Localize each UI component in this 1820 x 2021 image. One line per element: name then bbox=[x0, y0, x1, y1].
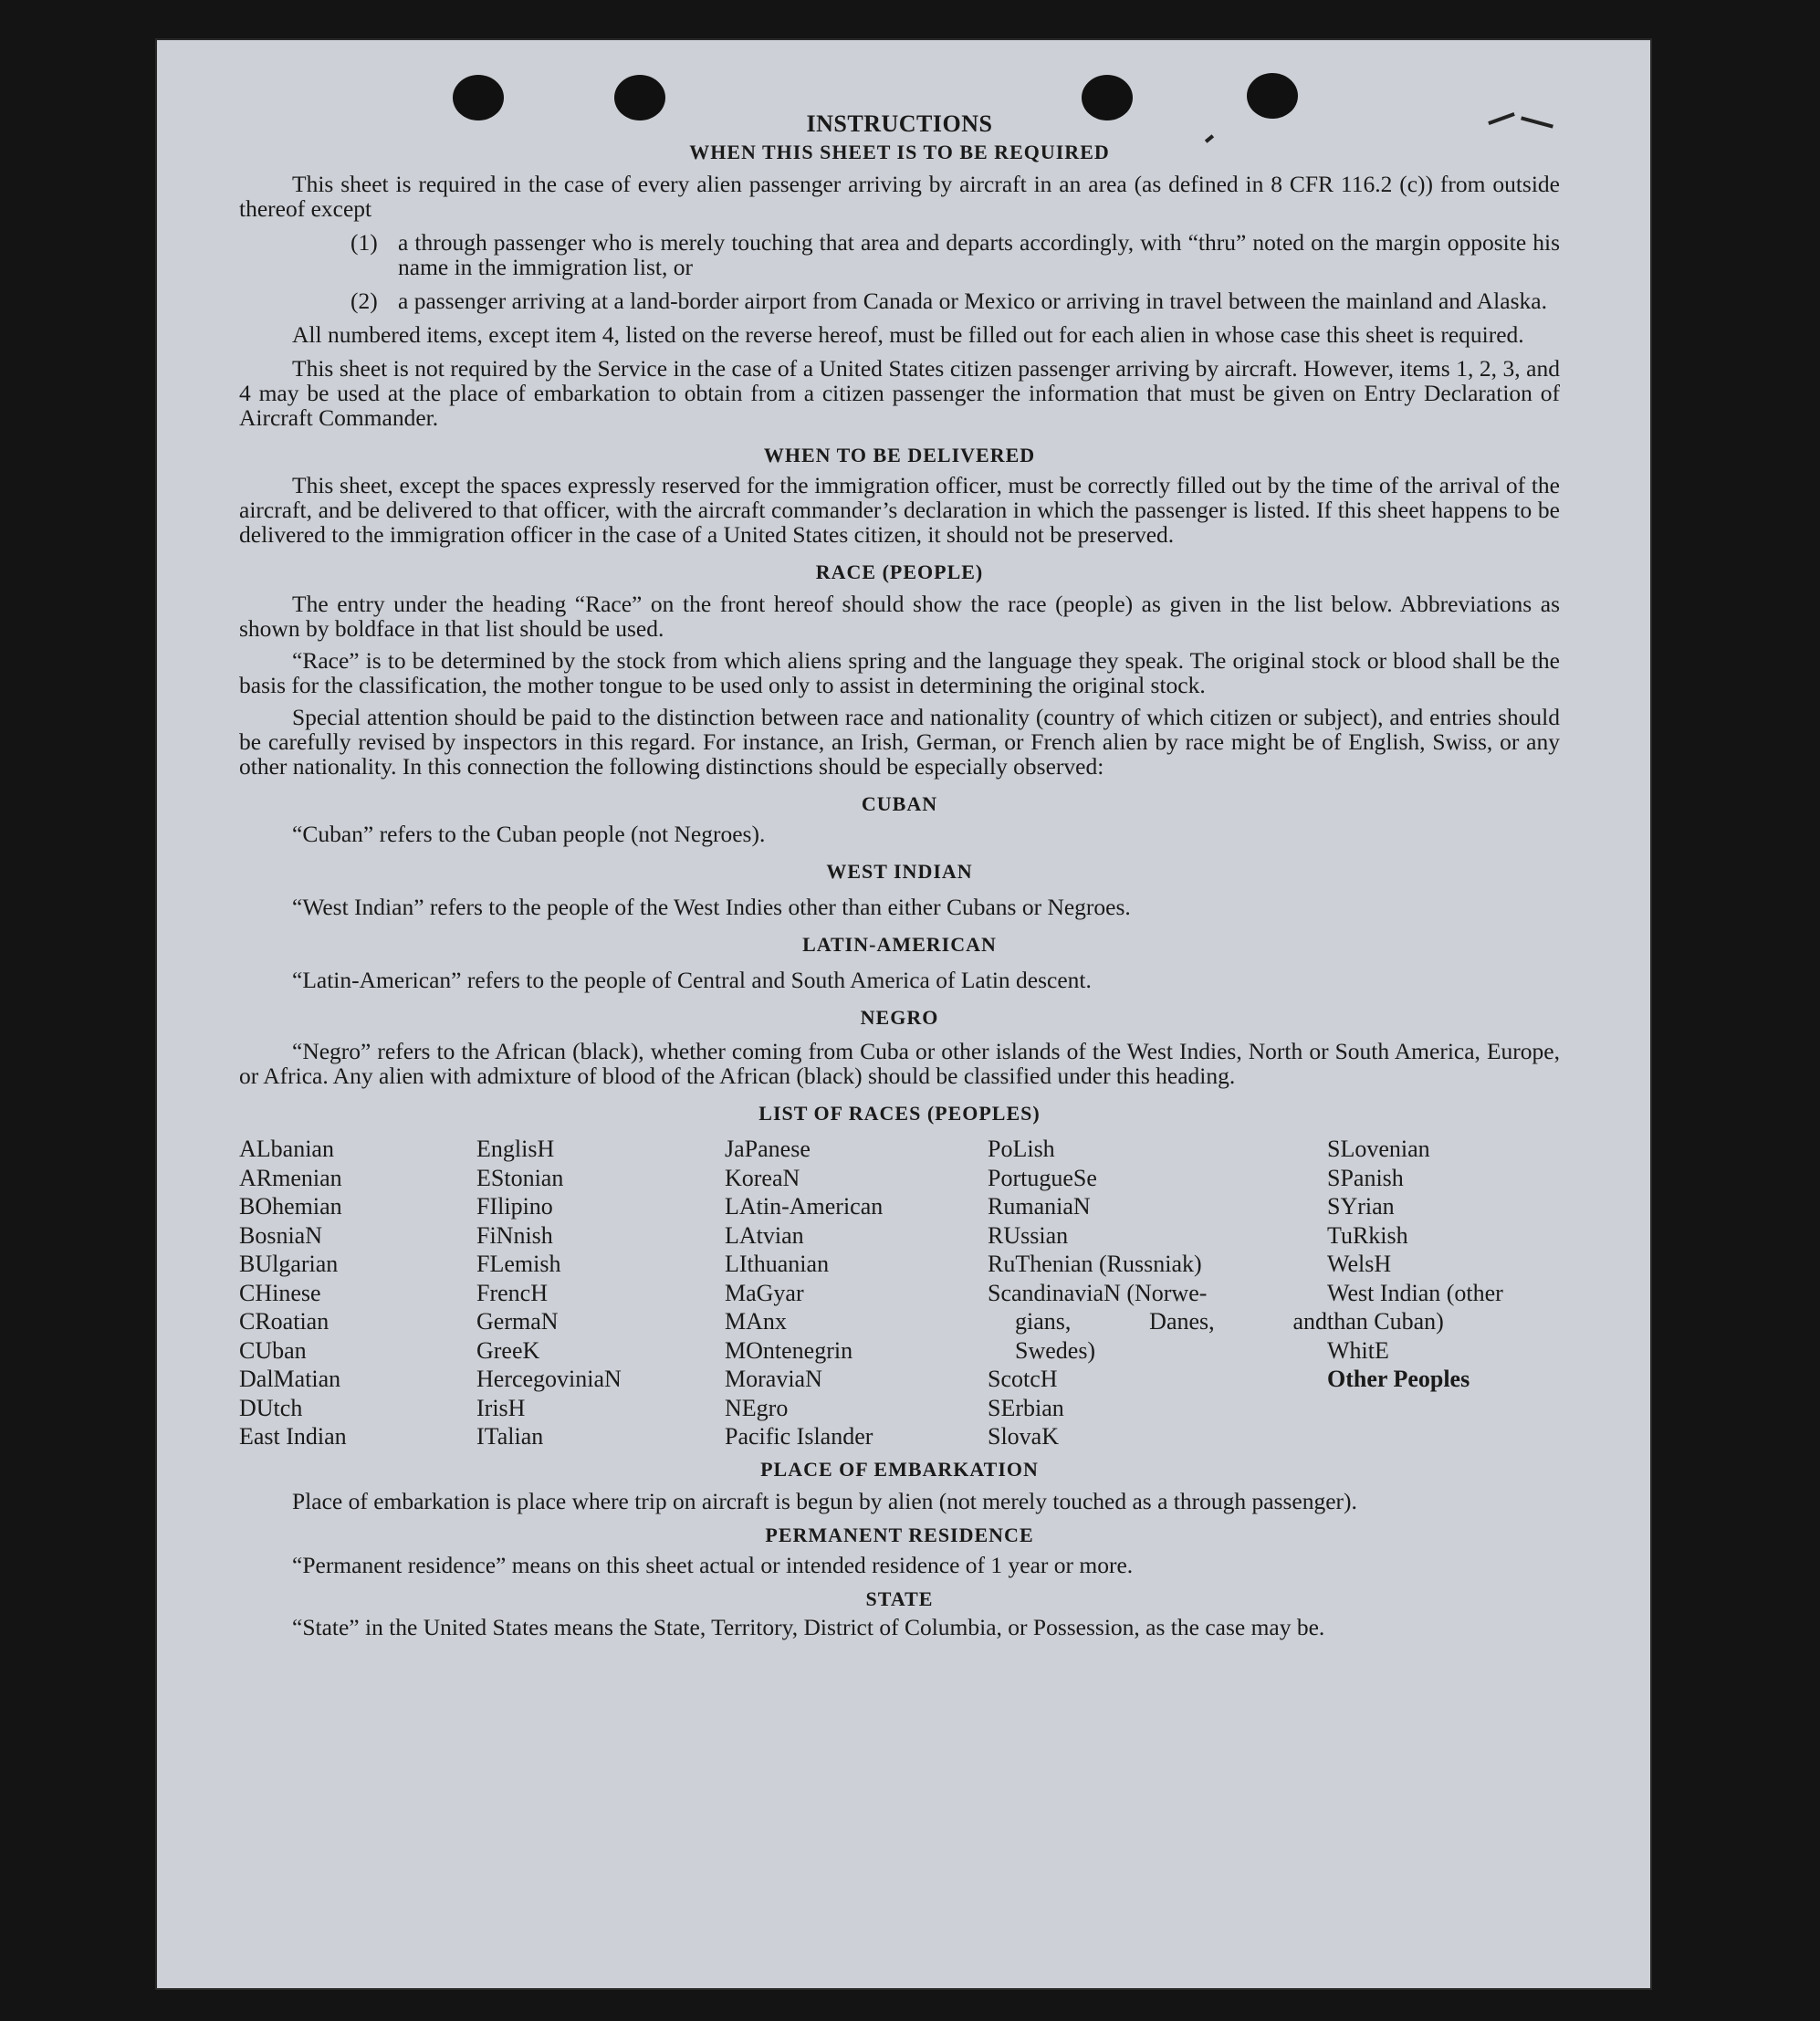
negro-heading: NEGRO bbox=[860, 1006, 939, 1029]
numbered-items-paragraph: All numbered items, except item 4, listed on the reverse hereof, must be filled out for each alien in whose case this sheet is required. bbox=[292, 321, 1524, 348]
race-entry: Other Peoples bbox=[1327, 1366, 1470, 1392]
race-entry: MaGyar bbox=[725, 1279, 804, 1306]
race-entry: GreeK bbox=[476, 1336, 540, 1364]
instructions-content bbox=[239, 111, 1560, 1639]
race-paragraph-1: The entry under the heading “Race” on the front hereof should show the race (people) as given in the list below. Abbreviations as shown by boldface in that list should be used. bbox=[239, 591, 1560, 642]
west-indian-heading: WEST INDIAN bbox=[826, 860, 973, 883]
race-paragraph-3: Special attention should be paid to the distinction between race and nationality (country of which citizen or subject), and entries should be carefully revised by inspectors in this regard. For instance, an Irish, German, or French alien by race might be of English, Swiss, or any other nationality. In this connection the following distinctions should be especially observed: bbox=[239, 704, 1560, 780]
race-entry: HercegoviniaN bbox=[476, 1366, 622, 1392]
race-entry: CRoatian bbox=[239, 1308, 329, 1335]
race-entry: FIlipino bbox=[476, 1193, 553, 1220]
residence-heading: PERMANENT RESIDENCE bbox=[765, 1523, 1034, 1546]
race-entry: RUssian bbox=[988, 1221, 1069, 1249]
race-entry: GermaN bbox=[476, 1308, 559, 1335]
race-column-4 bbox=[988, 1135, 1327, 1451]
race-entry: FLemish bbox=[476, 1251, 561, 1277]
item-number: (2) bbox=[350, 288, 378, 314]
race-entry-continuation: gians, Danes, and bbox=[1015, 1308, 1327, 1335]
race-entry: SErbian bbox=[988, 1394, 1064, 1421]
race-list bbox=[239, 1135, 1560, 1451]
race-entry: DUtch bbox=[239, 1394, 303, 1421]
race-entry: JaPanese bbox=[725, 1136, 811, 1162]
race-entry: KoreaN bbox=[725, 1164, 800, 1191]
embarkation-text: Place of embarkation is place where trip on aircraft is begun by alien (not merely touched as a through passenger). bbox=[292, 1487, 1357, 1514]
exception-item-1 bbox=[350, 230, 1560, 279]
race-entry: RuThenian (Russniak) bbox=[988, 1251, 1202, 1277]
race-entry: WhitE bbox=[1327, 1336, 1389, 1364]
when-delivered-heading: WHEN TO BE DELIVERED bbox=[763, 444, 1036, 466]
race-entry: TuRkish bbox=[1327, 1221, 1408, 1249]
item-text: a through passenger who is merely touching that area and departs accordingly, with “thru” noted on the margin opposite his name in the immigration list, or bbox=[398, 229, 1560, 280]
west-indian-text: “West Indian” refers to the people of the West Indies other than either Cubans or Negroes. bbox=[292, 894, 1131, 920]
state-heading: STATE bbox=[865, 1586, 934, 1610]
when-delivered-paragraph: This sheet, except the spaces expressly reserved for the immigration officer, must be correctly filled out by the time of the arrival of the aircraft, and be delivered to that officer, with the aircraft commander’s declaration in which the passenger is listed. If this sheet happens to be delivered to the immigration officer in the case of a United States citizen, it should not be preserved. bbox=[239, 472, 1560, 548]
race-entry: NEgro bbox=[725, 1394, 789, 1421]
state-text: “State” in the United States means the State, Territory, District of Columbia, or Possession, as the case may be. bbox=[292, 1613, 1325, 1640]
race-entry: CHinese bbox=[239, 1279, 321, 1306]
list-of-races-heading: LIST OF RACES (PEOPLES) bbox=[758, 1102, 1041, 1125]
race-column-5 bbox=[1327, 1135, 1560, 1451]
race-entry: IrisH bbox=[476, 1394, 526, 1421]
cuban-heading: CUBAN bbox=[861, 792, 938, 815]
document-sheet bbox=[155, 38, 1652, 1990]
race-entry: FrencH bbox=[476, 1279, 548, 1306]
race-entry: MOntenegrin bbox=[725, 1336, 853, 1364]
race-entry: BosniaN bbox=[239, 1221, 322, 1249]
race-entry: SYrian bbox=[1327, 1193, 1395, 1220]
race-entry: LAtvian bbox=[725, 1221, 804, 1249]
citizen-paragraph: This sheet is not required by the Service in the case of a United States citizen passenger arriving by aircraft. However, items 1, 2, 3, and 4 may be used at the place of embarkation to obtain from a citizen passenger the information that must be given on Entry Declaration of Aircraft Commander. bbox=[239, 355, 1560, 431]
race-entry-continuation: than Cuban) bbox=[1327, 1308, 1444, 1335]
race-entry: DalMatian bbox=[239, 1366, 341, 1392]
item-number: (1) bbox=[350, 229, 378, 256]
race-entry: ARmenian bbox=[239, 1164, 342, 1191]
latin-american-heading: LATIN-AMERICAN bbox=[802, 933, 997, 956]
race-heading: RACE (PEOPLE) bbox=[815, 560, 984, 583]
item-text: a passenger arriving at a land-border airport from Canada or Mexico or arriving in travel between the mainland and Alaska. bbox=[398, 288, 1547, 314]
race-entry: LAtin-American bbox=[725, 1193, 884, 1220]
race-paragraph-2: “Race” is to be determined by the stock from which aliens spring and the language they speak. The original stock or blood shall be the basis for the classification, the mother tongue to be used only to assist in determining the original stock. bbox=[239, 647, 1560, 698]
race-entry: MAnx bbox=[725, 1308, 787, 1335]
when-required-paragraph: This sheet is required in the case of every alien passenger arriving by aircraft in an area (as defined in 8 CFR 116.2 (c)) from outside thereof except bbox=[239, 171, 1560, 222]
race-entry: MoraviaN bbox=[725, 1366, 822, 1392]
race-column-1 bbox=[239, 1135, 476, 1451]
race-entry: EnglisH bbox=[476, 1136, 555, 1162]
race-entry: LIthuanian bbox=[725, 1251, 830, 1277]
race-entry: SLovenian bbox=[1327, 1136, 1430, 1162]
race-entry: East Indian bbox=[239, 1423, 347, 1450]
race-entry: BOhemian bbox=[239, 1193, 342, 1220]
race-entry: ITalian bbox=[476, 1423, 544, 1450]
race-entry-continuation: Swedes) bbox=[1015, 1336, 1096, 1364]
race-column-3 bbox=[725, 1135, 988, 1451]
negro-text: “Negro” refers to the African (black), whether coming from Cuba or other islands of the West Indies, North or South America, Europe, or Africa. Any alien with admixture of blood of the African (black) should be classified under this heading. bbox=[239, 1038, 1560, 1089]
race-entry: BUlgarian bbox=[239, 1251, 339, 1277]
race-entry: Pacific Islander bbox=[725, 1423, 873, 1450]
race-entry: EStonian bbox=[476, 1164, 564, 1191]
race-entry: ScandinaviaN (Norwe- bbox=[988, 1279, 1208, 1306]
when-required-heading: WHEN THIS SHEET IS TO BE REQUIRED bbox=[689, 141, 1110, 163]
latin-american-text: “Latin-American” refers to the people of Central and South America of Latin descent. bbox=[292, 967, 1092, 993]
race-column-2 bbox=[476, 1135, 725, 1451]
race-entry: PortugueSe bbox=[988, 1164, 1097, 1191]
race-entry: FiNnish bbox=[476, 1221, 553, 1249]
embarkation-heading: PLACE OF EMBARKATION bbox=[760, 1457, 1039, 1481]
race-entry: SlovaK bbox=[988, 1423, 1059, 1450]
race-entry: WelsH bbox=[1327, 1251, 1392, 1277]
cuban-text: “Cuban” refers to the Cuban people (not Negroes). bbox=[292, 821, 766, 847]
race-entry: CUban bbox=[239, 1336, 307, 1364]
residence-text: “Permanent residence” means on this sheet actual or intended residence of 1 year or more. bbox=[292, 1551, 1134, 1578]
race-entry: RumaniaN bbox=[988, 1193, 1091, 1220]
race-entry: West Indian (other bbox=[1327, 1279, 1503, 1306]
race-entry: ScotcH bbox=[988, 1366, 1058, 1392]
race-entry: PoLish bbox=[988, 1136, 1055, 1162]
race-entry: SPanish bbox=[1327, 1164, 1404, 1191]
exception-item-2 bbox=[350, 288, 1560, 313]
instructions-title: INSTRUCTIONS bbox=[806, 110, 993, 137]
race-entry: ALbanian bbox=[239, 1136, 334, 1162]
